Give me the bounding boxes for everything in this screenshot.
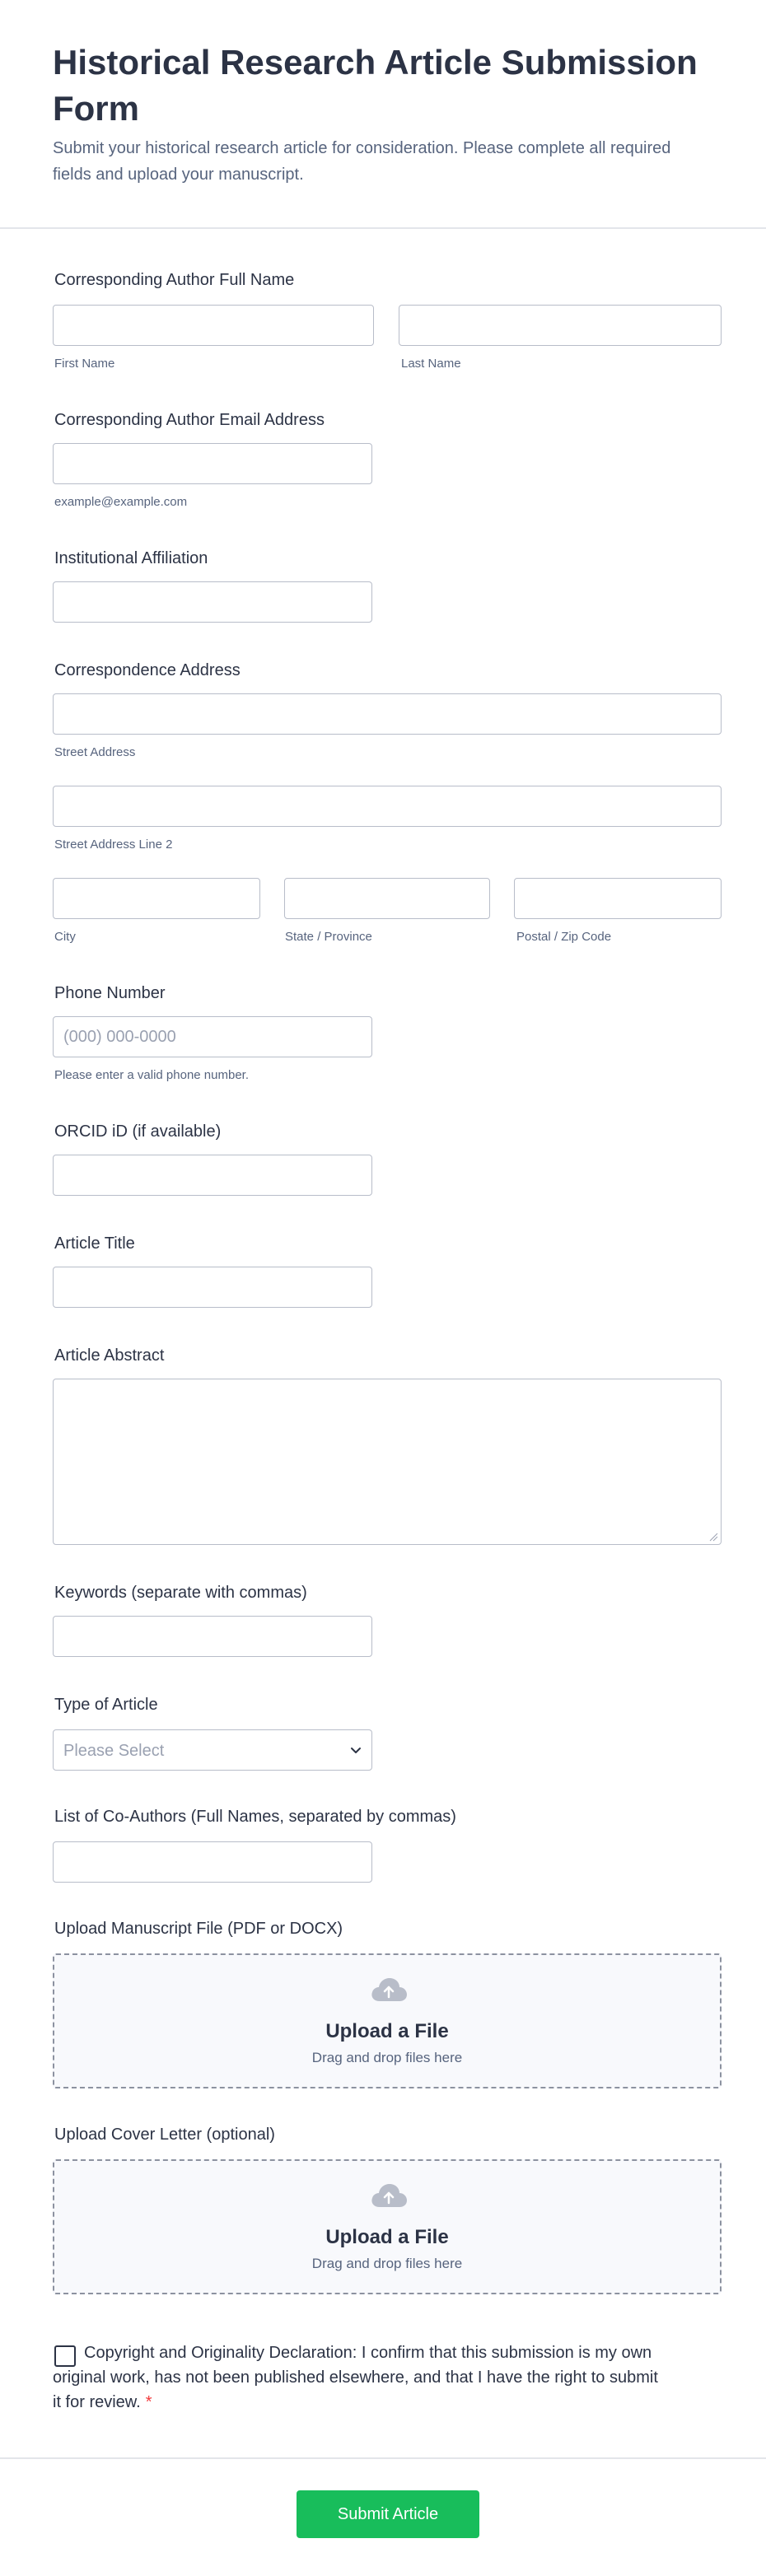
last-name-input[interactable]	[399, 305, 722, 346]
form-description: Submit your historical research article for consideration. Please complete all required fields and upload your manuscript.	[53, 139, 671, 184]
first-name-sublabel: First Name	[54, 357, 115, 371]
author-name-label: Corresponding Author Full Name	[54, 271, 295, 289]
cover-letter-upload-button-label: Upload a File	[325, 2226, 449, 2248]
street-address-sublabel: Street Address	[54, 745, 136, 759]
manuscript-upload-area[interactable]	[53, 1953, 722, 2088]
footer-divider	[0, 2457, 766, 2459]
keywords-label: Keywords (separate with commas)	[54, 1584, 307, 1602]
phone-input[interactable]	[53, 1016, 372, 1057]
submit-button[interactable]: Submit Article	[297, 2490, 479, 2538]
article-type-selected: Please Select	[63, 1742, 165, 1760]
manuscript-upload-hint: Drag and drop files here	[311, 2050, 463, 2065]
street-address-line2-input[interactable]	[53, 786, 722, 827]
orcid-input[interactable]	[53, 1155, 372, 1196]
email-input[interactable]	[53, 443, 372, 484]
institution-input[interactable]	[53, 581, 372, 623]
article-type-select[interactable]	[53, 1729, 372, 1771]
cloud-upload-icon	[369, 1973, 409, 2006]
abstract-textarea[interactable]	[53, 1379, 722, 1545]
cover-letter-upload-hint: Drag and drop files here	[311, 2256, 463, 2271]
abstract-label: Article Abstract	[54, 1346, 165, 1365]
institution-label: Institutional Affiliation	[54, 549, 208, 567]
manuscript-label: Upload Manuscript File (PDF or DOCX)	[54, 1920, 343, 1938]
phone-sublabel: Please enter a valid phone number.	[54, 1068, 249, 1082]
form-header	[0, 0, 766, 229]
required-asterisk: *	[145, 2393, 152, 2411]
coauthors-label: List of Co-Authors (Full Names, separated by commas)	[54, 1808, 456, 1826]
phone-label: Phone Number	[54, 984, 166, 1002]
keywords-input[interactable]	[53, 1616, 372, 1657]
declaration-text	[53, 2340, 662, 2415]
coauthors-input[interactable]	[53, 1841, 372, 1883]
state-input[interactable]	[284, 878, 490, 919]
orcid-label: ORCID iD (if available)	[54, 1122, 222, 1141]
article-type-label: Type of Article	[54, 1696, 158, 1714]
email-label: Corresponding Author Email Address	[54, 411, 325, 429]
email-sublabel: example@example.com	[54, 495, 188, 509]
form-title: Historical Research Article Submission Form	[53, 43, 698, 128]
postal-code-sublabel: Postal / Zip Code	[516, 930, 612, 944]
cloud-upload-icon	[369, 2179, 409, 2212]
street-address-line2-sublabel: Street Address Line 2	[54, 838, 173, 852]
article-title-label: Article Title	[54, 1234, 135, 1253]
street-address-input[interactable]	[53, 693, 722, 735]
declaration-label: Copyright and Originality Declaration: I confirm that this submission is my own original work, has not been published elsewhere, and that I have the right to submit it for review.	[53, 2344, 658, 2411]
first-name-input[interactable]	[53, 305, 374, 346]
resize-handle-icon[interactable]	[708, 1532, 718, 1542]
address-label: Correspondence Address	[54, 661, 241, 679]
cover-letter-label: Upload Cover Letter (optional)	[54, 2126, 275, 2144]
cover-letter-upload-area[interactable]	[53, 2159, 722, 2294]
state-sublabel: State / Province	[285, 930, 372, 944]
city-input[interactable]	[53, 878, 260, 919]
chevron-down-icon	[348, 1743, 363, 1758]
article-title-input[interactable]	[53, 1267, 372, 1308]
manuscript-upload-button-label: Upload a File	[325, 2020, 449, 2042]
city-sublabel: City	[54, 930, 76, 944]
postal-code-input[interactable]	[514, 878, 722, 919]
last-name-sublabel: Last Name	[401, 357, 461, 371]
